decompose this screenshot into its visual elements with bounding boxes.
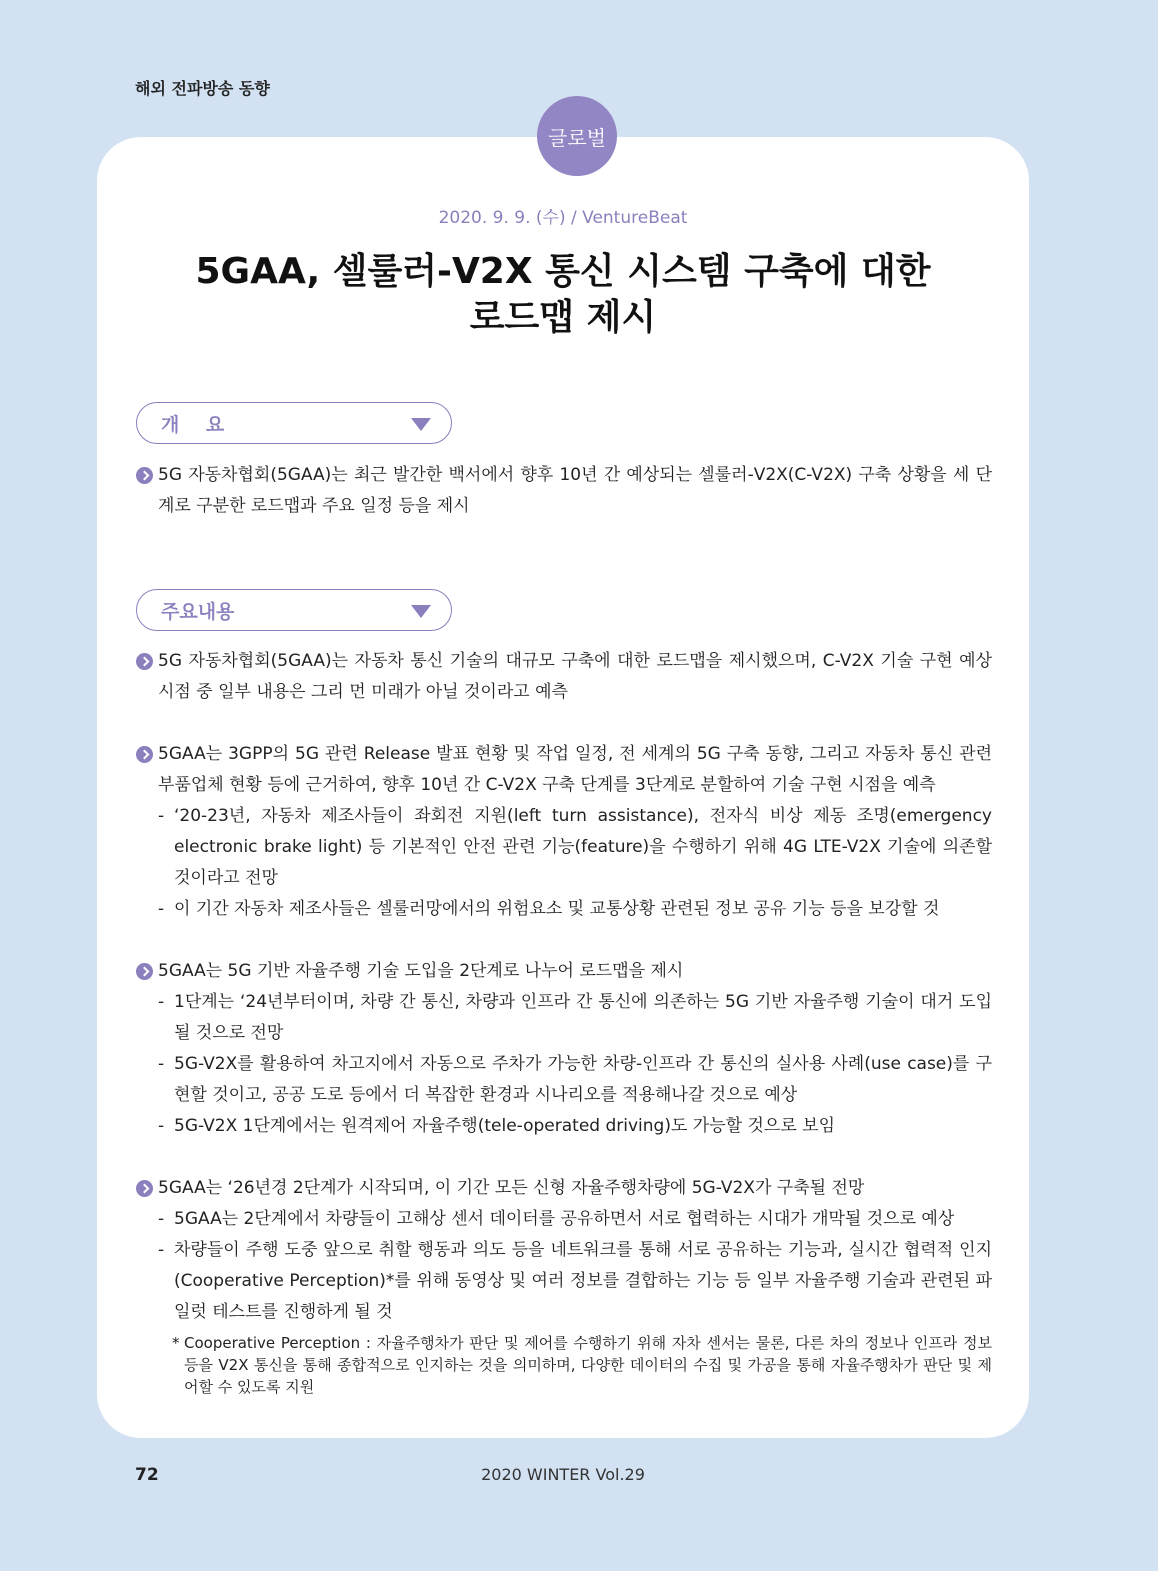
sub-item: - 5G-V2X 1단계에서는 원격제어 자율주행(tele-operated driving)도 가능할 것으로 보임 — [158, 1116, 835, 1136]
page-number: 72 — [135, 1465, 159, 1485]
sub-item-text: ‘20-23년, 자동차 제조사들이 좌회전 지원(left turn assistance), 전자식 비상 제동 조명(emergency electronic brake light) 등 기본적인 안전 관련 기능(feature)을 수행하기 위해 4G LTE-V2X 기술에 의존할 것이라고 전망 — [174, 806, 992, 888]
bullet-text: 5G 자동차협회(5GAA)는 최근 발간한 백서에서 향후 10년 간 예상되는 셀룰러-V2X(C-V2X) 구축 상황을 세 단계로 구분한 로드맵과 주요 일정 등을 제시 — [158, 465, 992, 516]
list-item — [136, 739, 992, 801]
triangle-down-icon — [411, 605, 431, 618]
section-label-main: 주요내용 — [161, 601, 235, 623]
sub-item-text: 5G-V2X 1단계에서는 원격제어 자율주행(tele-operated driving)도 가능할 것으로 보임 — [174, 1116, 835, 1136]
list-item — [136, 460, 992, 522]
chevron-circle-icon — [136, 1180, 153, 1197]
sub-item: - 이 기간 자동차 제조사들은 셀룰러망에서의 위험요소 및 교통상황 관련된 정보 공유 기능 등을 보강할 것 — [158, 899, 940, 919]
list-item — [136, 956, 992, 987]
sub-item-text: 이 기간 자동차 제조사들은 셀룰러망에서의 위험요소 및 교통상황 관련된 정보 공유 기능 등을 보강할 것 — [174, 899, 940, 919]
chevron-circle-icon — [136, 746, 153, 763]
sub-item-text: 차량들이 주행 도중 앞으로 취할 행동과 의도 등을 네트워크를 통해 서로 공유하는 기능과, 실시간 협력적 인지(Cooperative Perception)*를 위해 동영상 및 여러 정보를 결합하는 기능 등 일부 자율주행 기술과 관련된 파일럿 테스트를 진행하게 될 것 — [174, 1240, 992, 1322]
chevron-circle-icon — [136, 653, 153, 670]
chevron-circle-icon — [136, 963, 153, 980]
dateline: 2020. 9. 9. (수) / VentureBeat — [438, 208, 688, 228]
sub-item: - 5G-V2X를 활용하여 차고지에서 자동으로 주차가 가능한 차량-인프라 간 통신의 실사용 사례(use case)를 구현할 것이고, 공공 도로 등에서 더 복잡한 환경과 시나리오를 적용해나갈 것으로 예상 — [158, 1054, 992, 1105]
sub-item-text: 5G-V2X를 활용하여 차고지에서 자동으로 주차가 가능한 차량-인프라 간 통신의 실사용 사례(use case)를 구현할 것이고, 공공 도로 등에서 더 복잡한 환경과 시나리오를 적용해나갈 것으로 예상 — [174, 1054, 992, 1105]
sub-item: - ‘20-23년, 자동차 제조사들이 좌회전 지원(left turn assistance), 전자식 비상 제동 조명(emergency electronic brake light) 등 기본적인 안전 관련 기능(feature)을 수행하기 위해 4G LTE-V2X 기술에 의존할 것이라고 전망 — [158, 806, 992, 888]
sub-item: - 5GAA는 2단계에서 차량들이 고해상 센서 데이터를 공유하면서 서로 협력하는 시대가 개막될 것으로 예상 — [158, 1209, 955, 1229]
main-body — [136, 646, 992, 1398]
section-header-main — [136, 589, 452, 631]
list-item — [136, 1173, 992, 1204]
sub-item-text: 5GAA는 2단계에서 차량들이 고해상 센서 데이터를 공유하면서 서로 협력하는 시대가 개막될 것으로 예상 — [174, 1209, 955, 1229]
publication-title: 2020 WINTER Vol.29 — [481, 1465, 645, 1484]
headline-line-2: 로드맵 제시 — [469, 297, 657, 338]
headline — [97, 249, 1029, 341]
sub-item-text: 1단계는 ‘24년부터이며, 차량 간 통신, 차량과 인프라 간 통신에 의존하는 5G 기반 자율주행 기술이 대거 도입될 것으로 전망 — [174, 992, 992, 1043]
footnote-text: Cooperative Perception : 자율주행차가 판단 및 제어를 수행하기 위해 자차 센서는 물론, 다른 차의 정보나 인프라 정보 등을 V2X 통신을 통해 종합적으로 인지하는 것을 의미하며, 다양한 데이터의 수집 및 가공을 통해 자율주행차가 판단 및 제어할 수 있도록 지원 — [184, 1334, 992, 1396]
section-header-overview — [136, 402, 452, 444]
list-item — [136, 646, 992, 708]
running-head: 해외 전파방송 동향 — [135, 79, 270, 98]
category-badge: 글로벌 — [537, 96, 617, 176]
overview-body — [136, 460, 992, 522]
triangle-down-icon — [411, 418, 431, 431]
bullet-text: 5GAA는 5G 기반 자율주행 기술 도입을 2단계로 나누어 로드맵을 제시 — [158, 961, 684, 981]
sub-item: - 차량들이 주행 도중 앞으로 취할 행동과 의도 등을 네트워크를 통해 서로 공유하는 기능과, 실시간 협력적 인지(Cooperative Perception)*를 위해 동영상 및 여러 정보를 결합하는 기능 등 일부 자율주행 기술과 관련된 파일럿 테스트를 진행하게 될 것 — [158, 1240, 992, 1322]
sub-item: - 1단계는 ‘24년부터이며, 차량 간 통신, 차량과 인프라 간 통신에 의존하는 5G 기반 자율주행 기술이 대거 도입될 것으로 전망 — [158, 992, 992, 1043]
chevron-circle-icon — [136, 467, 153, 484]
bullet-text: 5G 자동차협회(5GAA)는 자동차 통신 기술의 대규모 구축에 대한 로드맵을 제시했으며, C-V2X 기술 구현 예상 시점 중 일부 내용은 그리 먼 미래가 아닐 것이라고 예측 — [158, 651, 992, 702]
footnote: * Cooperative Perception : 자율주행차가 판단 및 제어를 수행하기 위해 자차 센서는 물론, 다른 차의 정보나 인프라 정보 등을 V2X 통신을 통해 종합적으로 인지하는 것을 의미하며, 다양한 데이터의 수집 및 가공을 통해 자율주행차가 판단 및 제어할 수 있도록 지원 — [172, 1334, 992, 1396]
bullet-text: 5GAA는 ‘26년경 2단계가 시작되며, 이 기간 모든 신형 자율주행차량에 5G-V2X가 구축될 전망 — [158, 1178, 865, 1198]
headline-line-1: 5GAA, 셀룰러-V2X 통신 시스템 구축에 대한 — [195, 251, 931, 292]
bullet-text: 5GAA는 3GPP의 5G 관련 Release 발표 현황 및 작업 일정, 전 세계의 5G 구축 동향, 그리고 자동차 통신 관련 부품업체 현황 등에 근거하여, 향후 10년 간 C-V2X 구축 단계를 3단계로 분할하여 기술 구현 시점을 예측 — [158, 744, 992, 795]
section-label-overview: 개 요 — [161, 414, 225, 436]
